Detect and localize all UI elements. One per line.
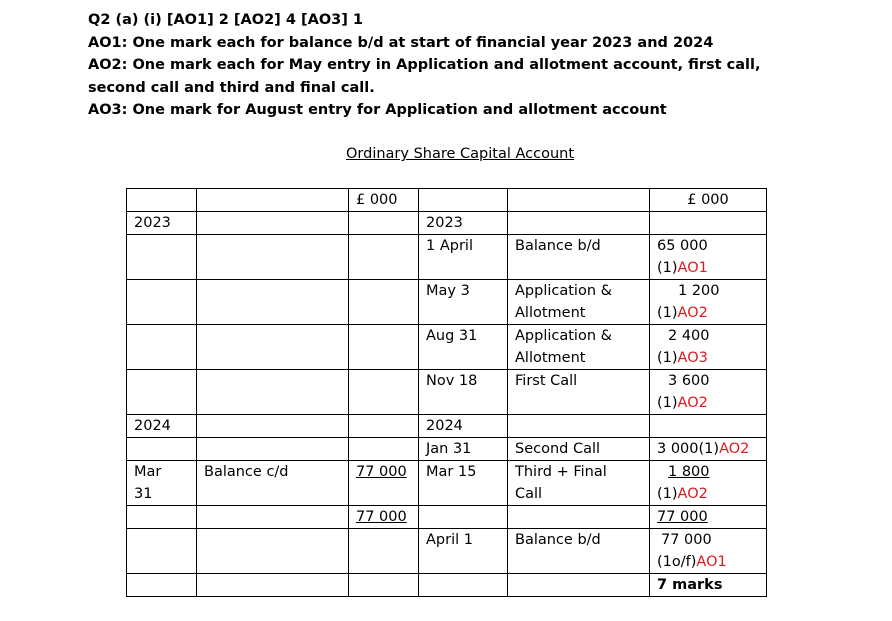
entry-description-left: Balance c/d [197, 461, 349, 506]
entry-amount: 77 000 (1o/f)AO1 [650, 529, 767, 574]
entry-date: April 1 [419, 529, 508, 574]
entry-date: Aug 31 [419, 325, 508, 370]
total-right: 77 000 [650, 506, 767, 529]
table-row [127, 461, 767, 506]
year-right: 2024 [419, 415, 508, 438]
entry-description: First Call [508, 370, 650, 415]
entry-amount: 3 000(1)AO2 [650, 438, 767, 461]
ao2-guidance: AO2: One mark each for May entry in Application and allotment account, first call, [88, 57, 761, 73]
entry-date: Nov 18 [419, 370, 508, 415]
table-row [127, 325, 767, 370]
entry-amount-left: 77 000 [349, 461, 419, 506]
table-row [127, 574, 767, 597]
entry-date-left: Mar 31 [127, 461, 197, 506]
ao3-guidance: AO3: One mark for August entry for Application and allotment account [88, 102, 667, 118]
right-amount-heading: £ 000 [650, 189, 767, 212]
table-row [127, 235, 767, 280]
entry-amount: 3 600 (1)AO2 [650, 370, 767, 415]
ledger-table [126, 188, 767, 597]
ao2-guidance-cont: second call and third and final call. [88, 80, 375, 96]
entry-amount: 1 800 (1)AO2 [650, 461, 767, 506]
entry-date: 1 April [419, 235, 508, 280]
table-row [127, 529, 767, 574]
question-heading: Q2 (a) (i) [AO1] 2 [AO2] 4 [AO3] 1 [88, 12, 364, 28]
left-amount-heading: £ 000 [349, 189, 419, 212]
table-row [127, 280, 767, 325]
year-right: 2023 [419, 212, 508, 235]
account-title: Ordinary Share Capital Account [346, 146, 575, 162]
entry-description: Application & Allotment [508, 280, 650, 325]
total-left: 77 000 [349, 506, 419, 529]
table-row [127, 189, 767, 212]
marks-total: 7 marks [650, 574, 767, 597]
entry-date: Mar 15 [419, 461, 508, 506]
table-row [127, 415, 767, 438]
entry-description: Application & Allotment [508, 325, 650, 370]
year-left: 2024 [127, 415, 197, 438]
ao1-guidance: AO1: One mark each for balance b/d at start of financial year 2023 and 2024 [88, 35, 714, 51]
entry-amount: 2 400 (1)AO3 [650, 325, 767, 370]
entry-description: Balance b/d [508, 529, 650, 574]
table-row [127, 506, 767, 529]
year-left: 2023 [127, 212, 197, 235]
entry-description: Third + Final Call [508, 461, 650, 506]
entry-description: Second Call [508, 438, 650, 461]
table-row [127, 438, 767, 461]
entry-description: Balance b/d [508, 235, 650, 280]
entry-date: May 3 [419, 280, 508, 325]
entry-amount: 1 200 (1)AO2 [650, 280, 767, 325]
entry-date: Jan 31 [419, 438, 508, 461]
table-row [127, 370, 767, 415]
entry-amount: 65 000 (1)AO1 [650, 235, 767, 280]
table-row [127, 212, 767, 235]
